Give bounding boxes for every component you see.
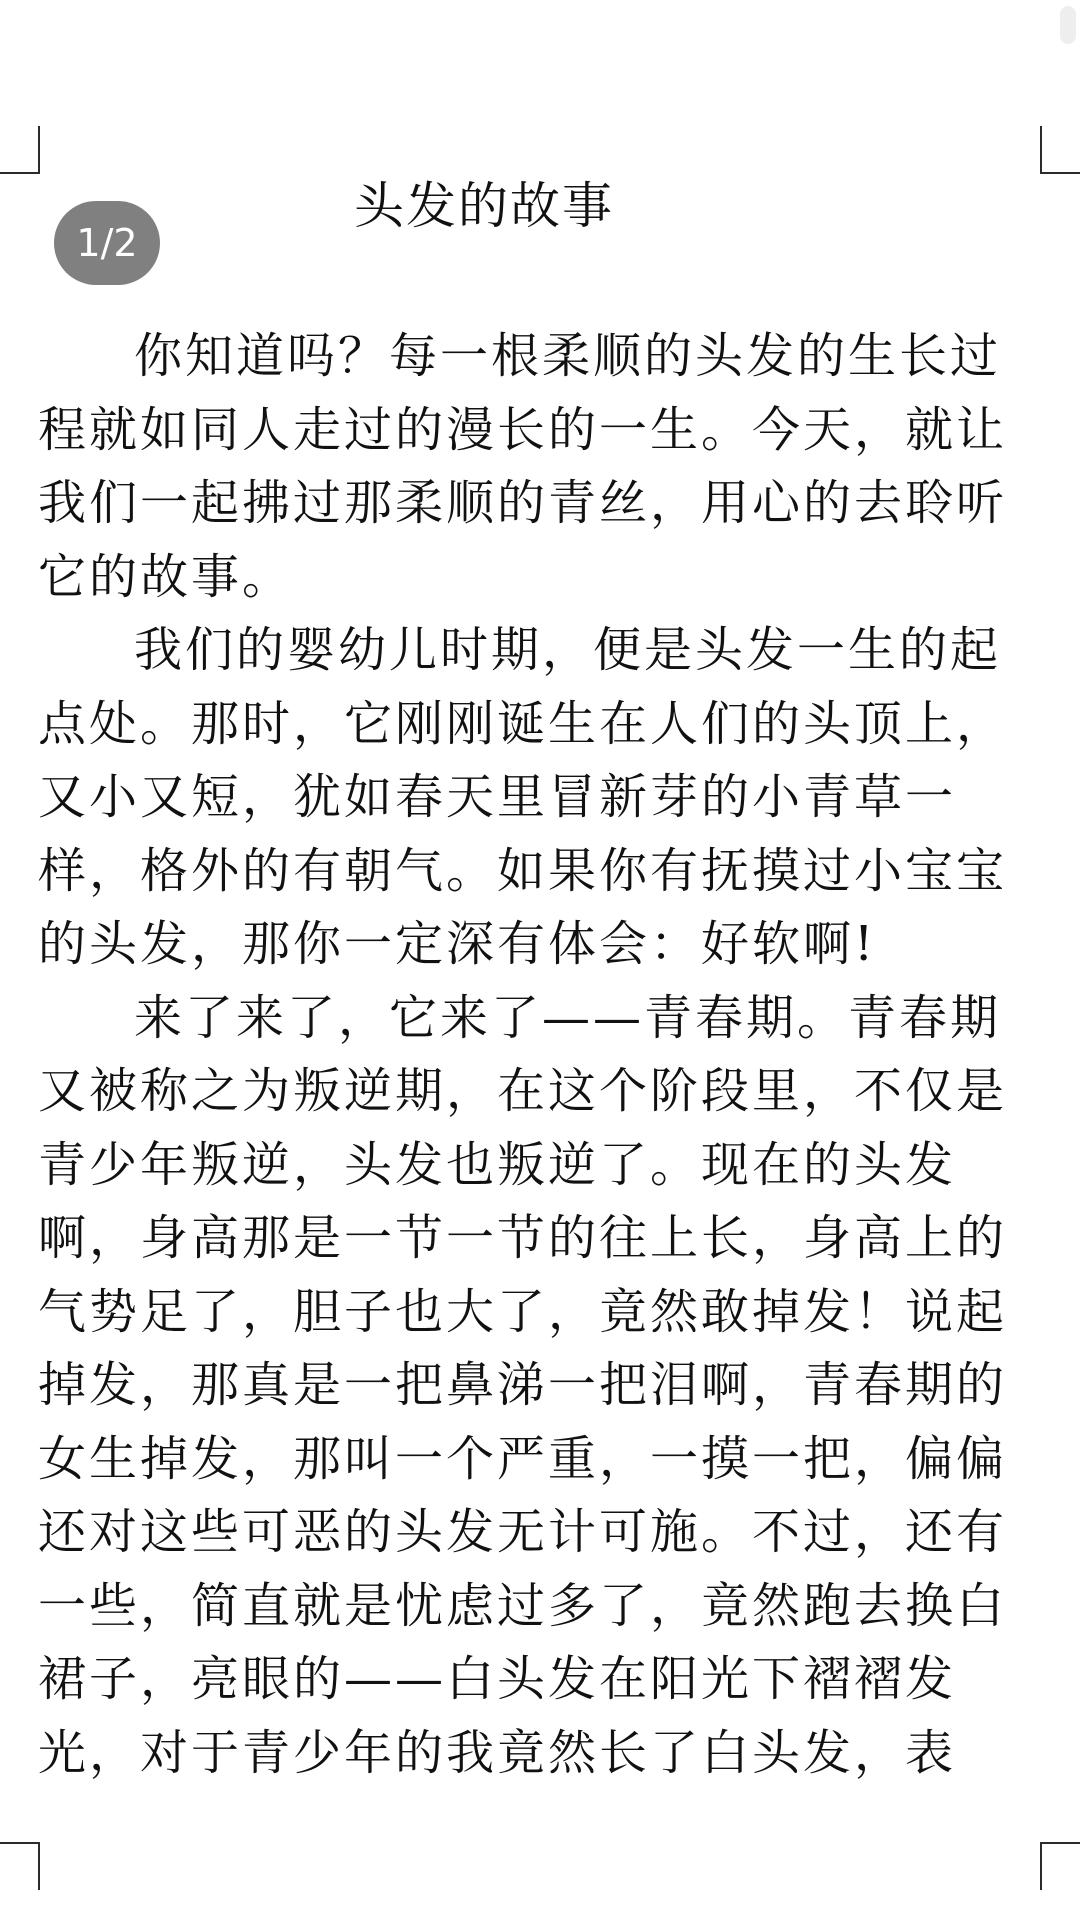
document-body: [38, 320, 1028, 1790]
paragraph: 我们的婴幼儿时期，便是头发一生的起点处。那时，它刚刚诞生在人们的头顶上，又小又短，犹如春天里冒新芽的小青草一样，格外的有朝气。如果你有抚摸过小宝宝的头发，那你一定深有体会：好软啊!: [38, 622, 1008, 972]
scrollbar[interactable]: [1060, 6, 1076, 44]
paragraph: 你知道吗？每一根柔顺的头发的生长过程就如同人走过的漫长的一生。今天，就让我们一起拂过那柔顺的青丝，用心的去聆听它的故事。: [38, 328, 1008, 605]
crop-mark-top-left: [0, 126, 40, 174]
document-title: 头发的故事: [354, 177, 614, 235]
crop-mark-top-right: [1040, 126, 1080, 174]
paragraph: 来了来了，它来了——青春期。青春期又被称之为叛逆期，在这个阶段里，不仅是青少年叛逆，头发也叛逆了。现在的头发啊，身高那是一节一节的往上长，身高上的气势足了，胆子也大了，竟然敢掉发！说起掉发，那真是一把鼻涕一把泪啊，青春期的女生掉发，那叫一个严重，一摸一把，偏偏还对这些可恶的头发无计可施。不过，还有一些，简直就是忧虑过多了，竟然跑去换白裙子，亮眼的——白头发在阳光下褶褶发光，对于青少年的我竟然长了白头发，表: [38, 989, 1008, 1781]
crop-mark-bottom-right: [1040, 1842, 1080, 1890]
page-indicator-badge: 1/2: [54, 201, 160, 285]
crop-mark-bottom-left: [0, 1842, 40, 1890]
